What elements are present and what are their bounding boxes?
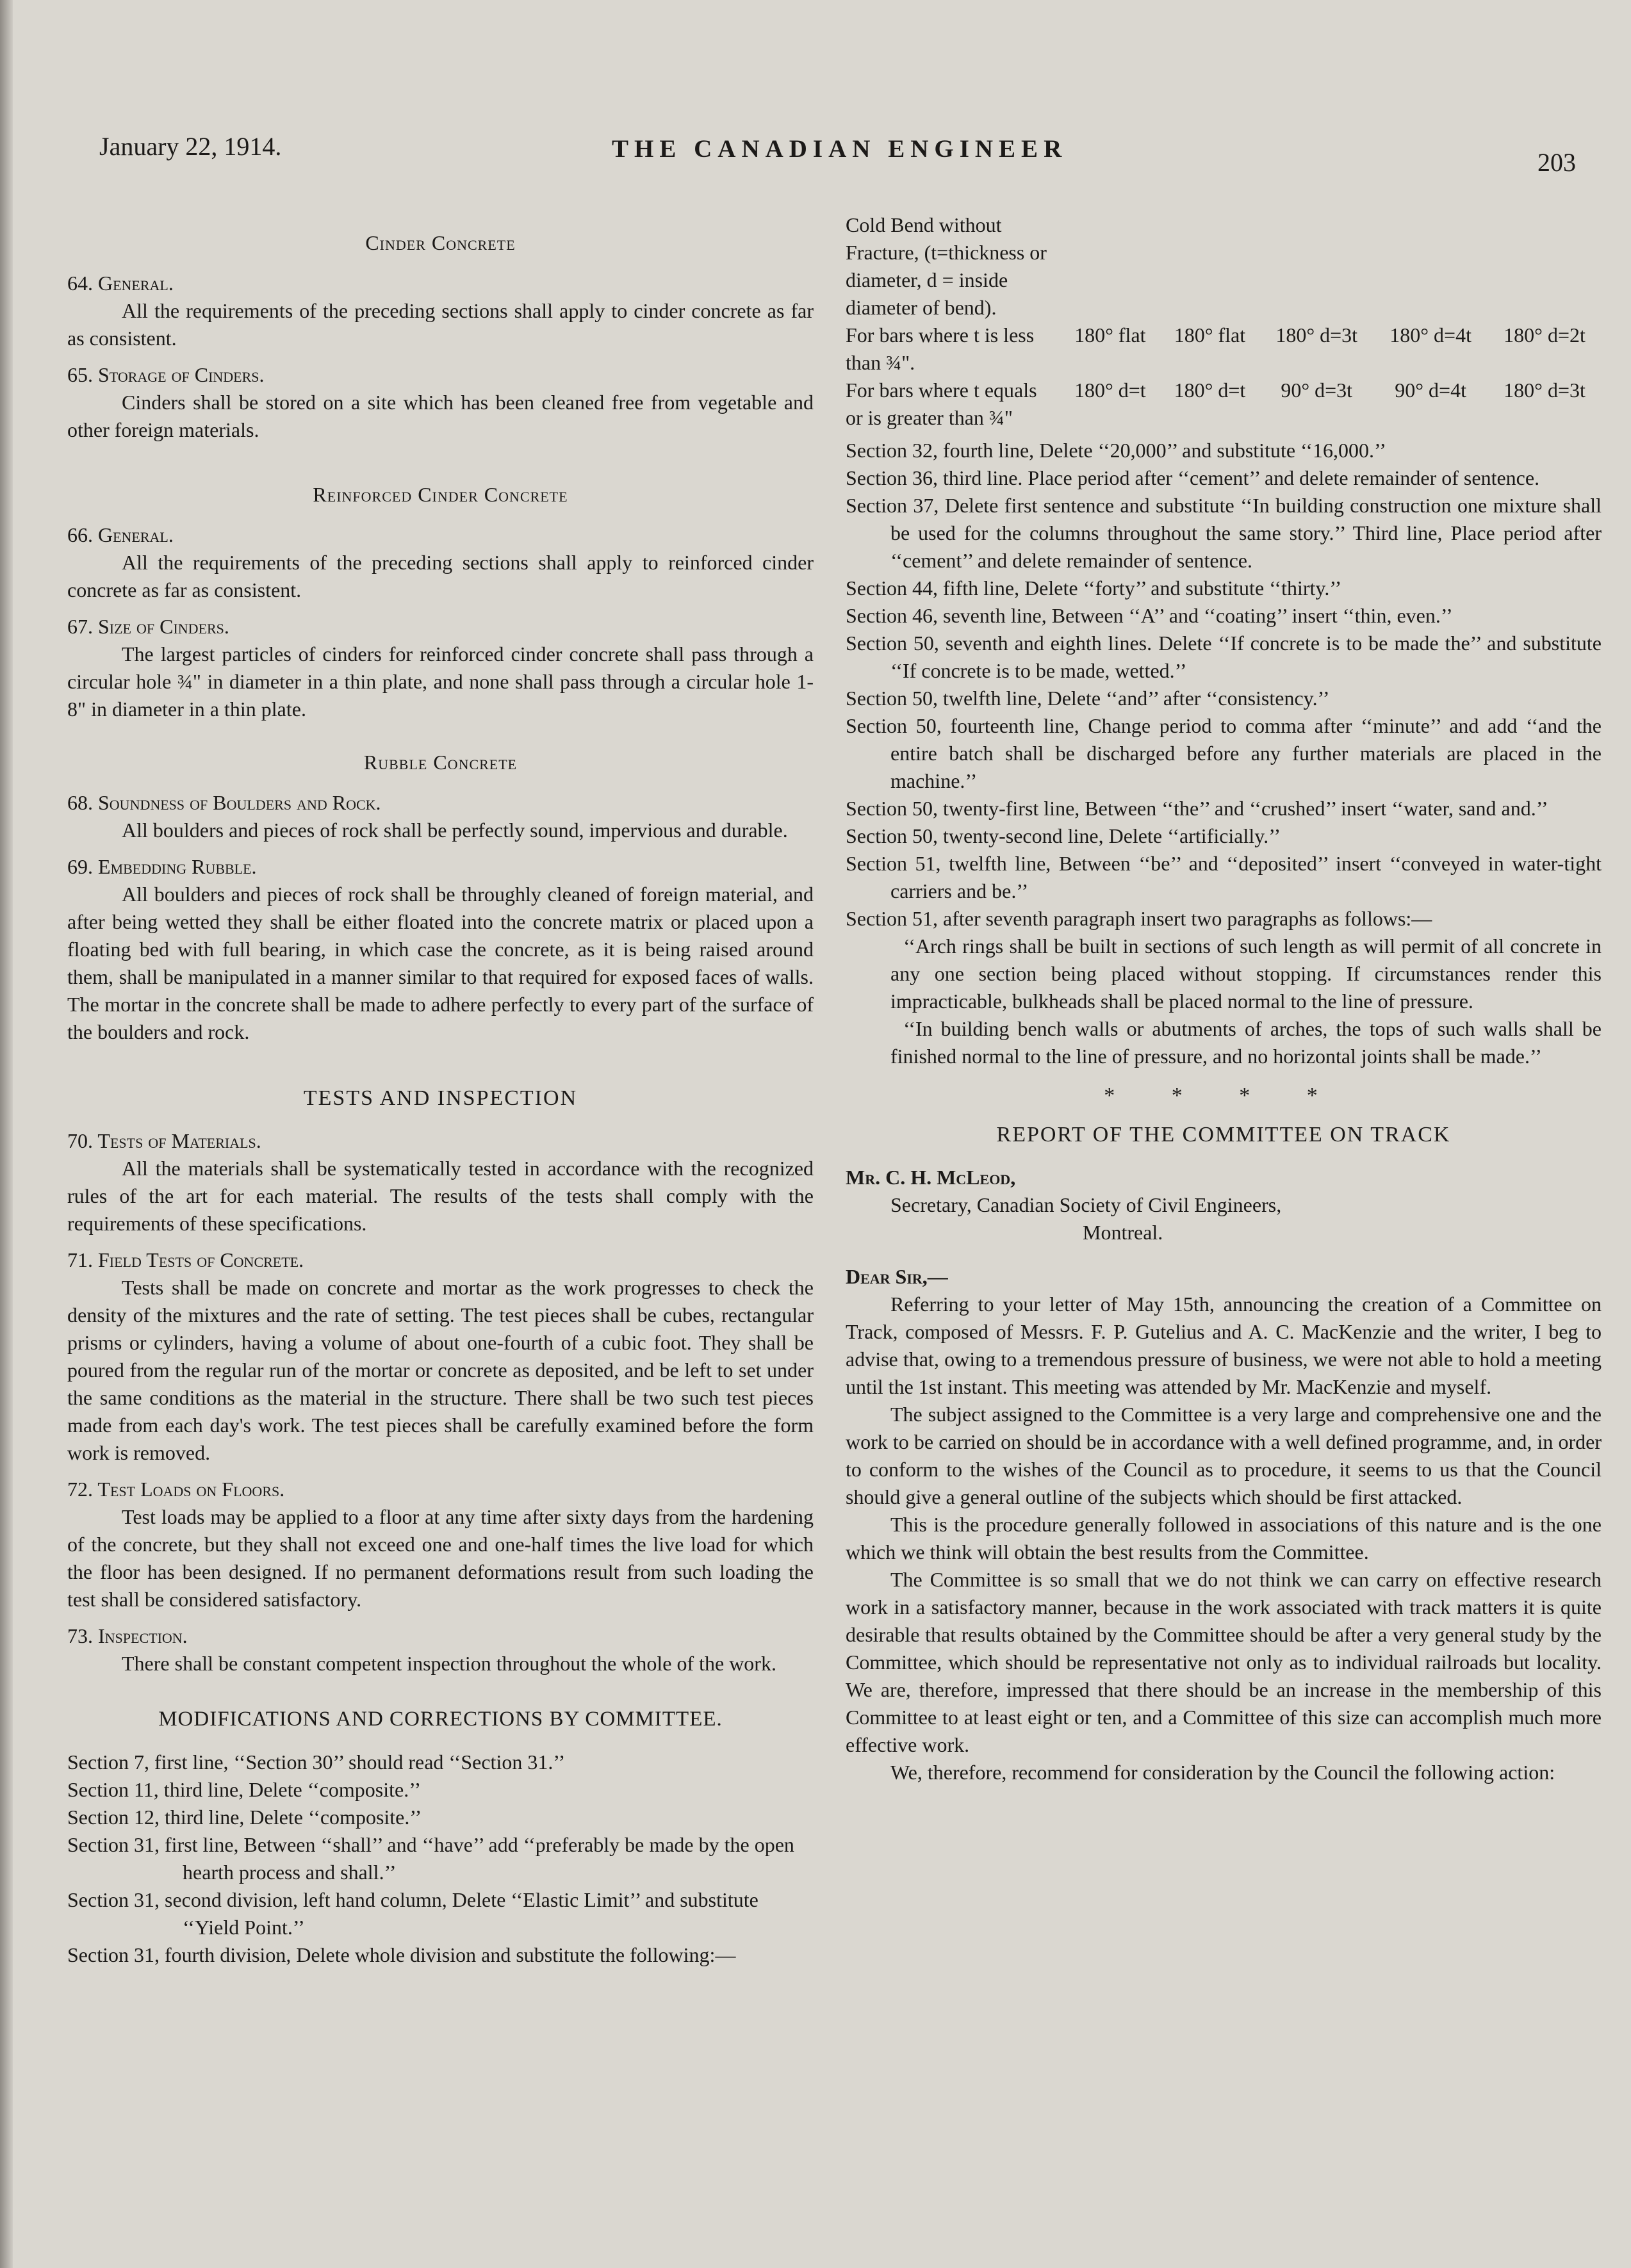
correction-item: Section 50, seventh and eighth lines. Delete ‘‘If concrete is to be made the’’ and substitute ‘‘If concrete is to be made, wetted.’’ bbox=[846, 632, 1602, 682]
section-title-modifications: MODIFICATIONS AND CORRECTIONS BY COMMITTEE. bbox=[158, 1708, 723, 1731]
clause-body: All boulders and pieces of rock shall be perfectly sound, impervious and durable. bbox=[122, 819, 788, 842]
table-cell-label: Cold Bend without Fracture, (t=thickness or diameter, d = inside diameter of bend). bbox=[846, 213, 1047, 319]
correction-item: Section 36, third line. Place period after ‘‘cement’’ and delete remainder of sentence. bbox=[846, 466, 1540, 489]
addressee-line: Secretary, Canadian Society of Civil Engineers, bbox=[890, 1193, 1282, 1216]
table-cell-label: For bars where t equals or is greater than ¾" bbox=[846, 379, 1037, 429]
letter-paragraph: The Committee is so small that we do not think we can carry on effective research work in a satisfactory manner, because in the work associated with track matters it is quite desirable that results obtained by the Committee should be after a very general study by the Committee, which should be representative not only as to individual railroads but locality. We are, therefore, impressed that there should be an increase in the membership of this Committee to at least eight or ten, and a Committee of this size can accomplish much more effective work. bbox=[846, 1568, 1602, 1756]
table-cell: 180° flat bbox=[1074, 323, 1146, 347]
modification-item: Section 31, second division, left hand column, Delete ‘‘Elastic Limit’’ and substitute ‘‘Yield Point.’’ bbox=[67, 1888, 758, 1939]
corrections-list bbox=[846, 437, 1602, 1070]
correction-item: Section 50, fourteenth line, Change period to comma after ‘‘minute’’ and add ‘‘and the entire batch shall be discharged before any further materials are placed in the machine.’’ bbox=[846, 714, 1602, 792]
correction-item: Section 32, fourth line, Delete ‘‘20,000’’ and substitute ‘‘16,000.’’ bbox=[846, 439, 1386, 462]
clause-heading: 72. Test Loads on Floors. bbox=[67, 1478, 285, 1501]
table-cell: 180° flat bbox=[1174, 323, 1246, 347]
inserted-paragraph: ‘‘In building bench walls or abutments of arches, the tops of such walls shall be finished normal to the line of pressure, and no horizontal joints shall be made.’’ bbox=[890, 1017, 1602, 1068]
table-cell-label: For bars where t is less than ¾". bbox=[846, 323, 1035, 374]
modification-item: Section 31, first line, Between ‘‘shall’’ and ‘‘have’’ add ‘‘preferably be made by the open hearth process and shall.’’ bbox=[67, 1833, 794, 1884]
section-title-cinder: Cinder Concrete bbox=[365, 231, 516, 254]
report-title: REPORT OF THE COMMITTEE ON TRACK bbox=[996, 1123, 1451, 1146]
clause-heading: 73. Inspection. bbox=[67, 1624, 188, 1647]
correction-item: Section 44, fifth line, Delete ‘‘forty’’ and substitute ‘‘thirty.’’ bbox=[846, 576, 1342, 600]
table-cell: 180° d=t bbox=[1174, 379, 1246, 402]
modification-item: Section 12, third line, Delete ‘‘composite.’’ bbox=[67, 1806, 422, 1829]
table-cell: 180° d=t bbox=[1074, 379, 1146, 402]
table-row bbox=[846, 211, 1602, 322]
section-title-tests: TESTS AND INSPECTION bbox=[303, 1086, 578, 1110]
correction-item: Section 50, twenty-first line, Between ‘‘the’’ and ‘‘crushed’’ insert ‘‘water, sand and.’’ bbox=[846, 797, 1548, 820]
section-title-reinforced: Reinforced Cinder Concrete bbox=[313, 483, 568, 506]
addressee-line: Montreal. bbox=[1083, 1221, 1163, 1244]
correction-item: Section 50, twelfth line, Delete ‘‘and’’ after ‘‘consistency.’’ bbox=[846, 687, 1330, 710]
salutation: Dear Sir,— bbox=[846, 1265, 948, 1288]
modifications-list bbox=[67, 1749, 814, 1969]
modification-item: Section 7, first line, ‘‘Section 30’’ should read ‘‘Section 31.’’ bbox=[67, 1750, 566, 1774]
inserted-paragraph: ‘‘Arch rings shall be built in sections of such length as will permit of all concrete in any one section being placed without stopping. If circumstances render this impracticable, bulkheads shall be placed normal to the line of pressure. bbox=[890, 934, 1602, 1013]
letter-paragraph: The subject assigned to the Committee is a very large and comprehensive one and the work to be carried on should be in accordance with a well defined programme, and, in order to conform to the wishes of the Council as to procedure, it seems to us that the Council should give a general outline of the subjects which should be first attacked. bbox=[846, 1403, 1602, 1508]
clause-heading: 65. Storage of Cinders. bbox=[67, 363, 265, 386]
clause-body: All the requirements of the preceding sections shall apply to cinder concrete as far as consistent. bbox=[67, 299, 814, 350]
section-title-rubble: Rubble Concrete bbox=[363, 751, 518, 774]
section-divider: * * * * bbox=[1104, 1084, 1343, 1107]
table-cell: 90° d=4t bbox=[1395, 379, 1466, 402]
correction-item: Section 51, twelfth line, Between ‘‘be’’ and ‘‘deposited’’ insert ‘‘conveyed in water-tight carriers and be.’’ bbox=[846, 852, 1602, 902]
letter-paragraph: Referring to your letter of May 15th, announcing the creation of a Committee on Track, composed of Messrs. F. P. Gutelius and A. C. MacKenzie and the writer, I beg to advise that, owing to a tremendous pressure of business, we were not able to hold a meeting until the 1st instant. This meeting was attended by Mr. MacKenzie and myself. bbox=[846, 1293, 1602, 1398]
clause-heading: 69. Embedding Rubble. bbox=[67, 855, 257, 878]
table-row bbox=[846, 377, 1602, 432]
clause-heading: 67. Size of Cinders. bbox=[67, 615, 229, 638]
inserted-paragraphs bbox=[846, 933, 1602, 1070]
correction-item: Section 37, Delete first sentence and substitute ‘‘In building construction one mixture shall be used for the columns throughout the same story.’’ Third line, Place period after ‘‘cement’’ and delete remainder of sentence. bbox=[846, 494, 1602, 572]
table-cell: 180° d=2t bbox=[1504, 323, 1586, 347]
addressee-name: Mr. C. H. McLeod, bbox=[846, 1166, 1016, 1189]
letter-paragraph: We, therefore, recommend for consideration by the Council the following action: bbox=[890, 1761, 1555, 1784]
modification-item: Section 11, third line, Delete ‘‘composite.’’ bbox=[67, 1778, 422, 1801]
clause-body: Cinders shall be stored on a site which has been cleaned free from vegetable and other foreign materials. bbox=[67, 391, 814, 441]
table-cell: 180° d=3t bbox=[1275, 323, 1358, 347]
journal-title: THE CANADIAN ENGINEER bbox=[612, 135, 1068, 163]
correction-item: Section 46, seventh line, Between ‘‘A’’ and ‘‘coating’’ insert ‘‘thin, even.’’ bbox=[846, 604, 1453, 627]
clause-heading: 68. Soundness of Boulders and Rock. bbox=[67, 791, 381, 814]
clause-heading: 64. General. bbox=[67, 272, 174, 295]
clause-body: All the requirements of the preceding sections shall apply to reinforced cinder concrete as far as consistent. bbox=[67, 551, 814, 601]
clause-body: Tests shall be made on concrete and mortar as the work progresses to check the density of the mixtures and the rate of setting. The test pieces shall be cubes, rectangular prisms or cylinders, having a volume of about one-fourth of a cubic foot. They shall be poured from the regular run of the mortar or concrete as deposited, and be left to set under the same conditions as the material in the structure. There shall be two such test pieces made from each day's work. The test pieces shall be carefully examined before the form work is removed. bbox=[67, 1276, 814, 1464]
modification-item: Section 31, fourth division, Delete whole division and substitute the following:— bbox=[67, 1943, 736, 1966]
clause-body: All the materials shall be systematically tested in accordance with the recognized rules of the art for each material. The results of the tests shall comply with the requirements of these specifications. bbox=[67, 1157, 814, 1235]
table-cell: 180° d=4t bbox=[1389, 323, 1471, 347]
right-column bbox=[846, 211, 1602, 1786]
correction-item: Section 50, twenty-second line, Delete ‘‘artificially.’’ bbox=[846, 824, 1281, 847]
table-cell: 180° d=3t bbox=[1504, 379, 1586, 402]
correction-item: Section 51, after seventh paragraph insert two paragraphs as follows:— bbox=[846, 907, 1432, 930]
letter-paragraph: This is the procedure generally followed in associations of this nature and is the one which we think will obtain the best results from the Committee. bbox=[846, 1513, 1602, 1563]
clause-heading: 70. Tests of Materials. bbox=[67, 1129, 261, 1152]
issue-date: January 22, 1914. bbox=[99, 132, 282, 161]
clause-body: There shall be constant competent inspection throughout the whole of the work. bbox=[122, 1652, 776, 1675]
clause-heading: 71. Field Tests of Concrete. bbox=[67, 1248, 304, 1271]
clause-body: Test loads may be applied to a floor at any time after sixty days from the hardening of the concrete, but they shall not exceed one and one-half times the live load for which the floor has been designed. If no permanent deformations result from such loading the test shall be considered satisfactory. bbox=[67, 1505, 814, 1611]
clause-body: The largest particles of cinders for reinforced cinder concrete shall pass through a circular hole ¾" in diameter in a thin plate, and none shall pass through a circular hole 1-8" in diameter in a thin plate. bbox=[67, 642, 814, 721]
page-number: 203 bbox=[1537, 148, 1576, 177]
report-letter bbox=[846, 1164, 1602, 1786]
cold-bend-table bbox=[846, 211, 1602, 432]
table-row bbox=[846, 322, 1602, 377]
table-cell: 90° d=3t bbox=[1281, 379, 1353, 402]
binding-edge bbox=[0, 0, 13, 2268]
clause-heading: 66. General. bbox=[67, 523, 174, 546]
left-column bbox=[67, 211, 814, 1969]
clause-body: All boulders and pieces of rock shall be throughly cleaned of foreign material, and after being wetted they shall be either floated into the concrete matrix or placed upon a floating bed with full bearing, in which case the concrete, as it is being raised around them, shall be manipulated in a manner similar to that required for exposed faces of walls. The mortar in the concrete shall be made to adhere perfectly to every part of the surface of the boulders and rock. bbox=[67, 883, 814, 1043]
